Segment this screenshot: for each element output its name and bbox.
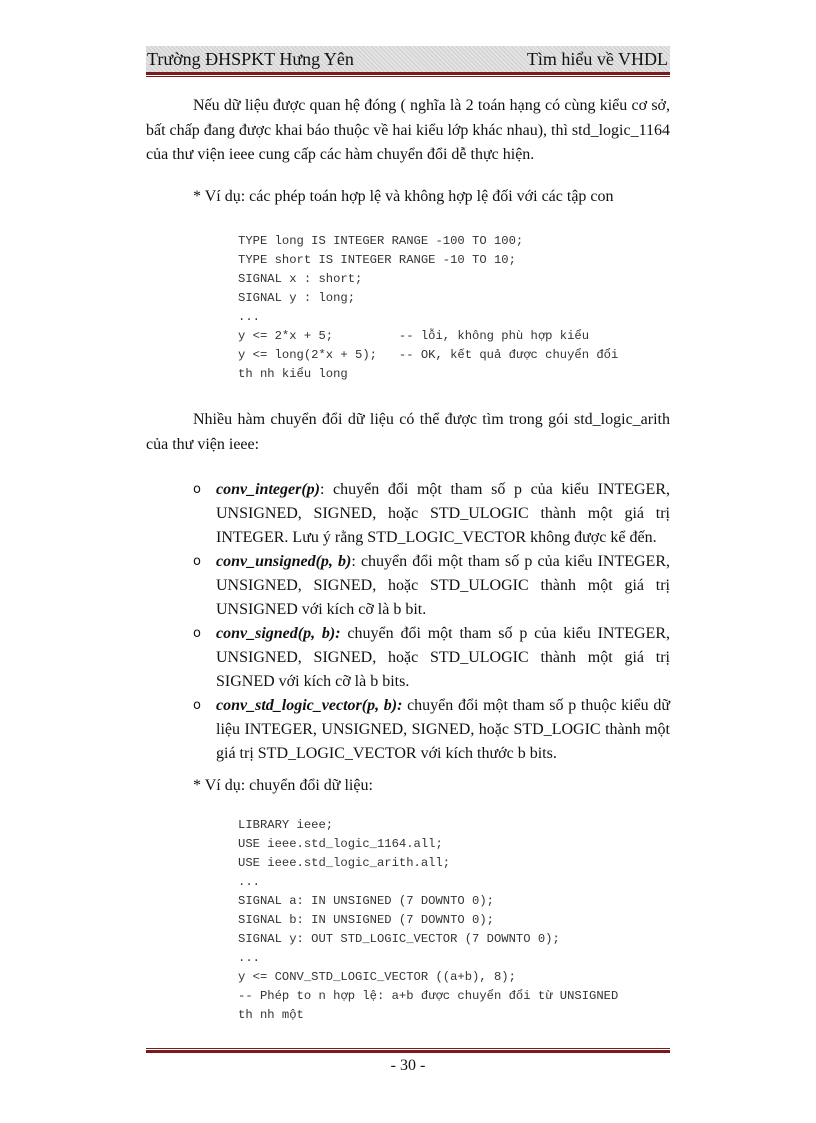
page-header (146, 46, 670, 72)
function-name: conv_unsigned(p, b) (216, 553, 352, 570)
code-line: ... (238, 310, 260, 324)
function-name: conv_signed(p, b): (216, 625, 341, 642)
code-block-conversion (238, 816, 678, 1025)
bullet-marker: o (193, 554, 201, 569)
intro-paragraph: Nếu dữ liệu được quan hệ đóng ( nghĩa là 2 toán hạng có cùng kiểu cơ sở, bất chấp đang được khai báo thuộc về hai kiểu lớp khác nhau), thì std_logic_1164 của thư viện ieee cung cấp các hàm chuyển đổi dễ thực hiện. (146, 97, 670, 163)
page-number: - 30 - (390, 1057, 426, 1074)
list-item-conv-std-logic-vector (146, 694, 670, 766)
function-description: chuyển đổi một tham số p của kiểu INTEGER, UNSIGNED, SIGNED, hoặc STD_ULOGIC thành một giá trị SIGNED với kích cỡ là b bits. (216, 625, 670, 690)
header-document-title: Tìm hiểu về VHDL (526, 49, 668, 69)
example2-label: * Ví dụ: chuyển đổi dữ liệu: (193, 777, 373, 794)
code-line: SIGNAL y : long; (238, 291, 356, 305)
code-line: SIGNAL b: IN UNSIGNED (7 DOWNTO 0); (238, 913, 494, 927)
list-item-conv-signed (146, 622, 670, 694)
function-description: : chuyển đổi một tham số p của kiểu INTEGER, UNSIGNED, SIGNED, hoặc STD_ULOGIC thành một giá trị INTEGER. Lưu ý rằng STD_LOGIC_VECTOR không được kể đến. (216, 481, 670, 546)
conversion-functions-intro: Nhiều hàm chuyển đổi dữ liệu có thể được tìm trong gói std_logic_arith của thư viện ieee: (146, 411, 670, 453)
code-line: TYPE long IS INTEGER RANGE -100 TO 100; (238, 234, 524, 248)
code-line: y <= CONV_STD_LOGIC_VECTOR ((a+b), 8); (238, 970, 516, 984)
code-line: USE ieee.std_logic_1164.all; (238, 837, 443, 851)
code-line: ... (238, 875, 260, 889)
conversion-function-list (146, 478, 670, 766)
code-line: USE ieee.std_logic_arith.all; (238, 856, 451, 870)
code-line: SIGNAL a: IN UNSIGNED (7 DOWNTO 0); (238, 894, 494, 908)
code-block-subtypes (238, 232, 678, 384)
footer-rule (146, 1050, 670, 1053)
list-item-conv-integer (146, 478, 670, 550)
function-name: conv_integer(p) (216, 481, 320, 498)
list-item-conv-unsigned (146, 550, 670, 622)
header-school-name: Trường ĐHSPKT Hưng Yên (147, 49, 354, 69)
code-line: SIGNAL x : short; (238, 272, 363, 286)
footer-rule-thin (146, 1048, 670, 1049)
example1-label: * Ví dụ: các phép toán hợp lệ và không hợp lệ đối với các tập con (193, 188, 614, 205)
code-line: LIBRARY ieee; (238, 818, 334, 832)
code-line: y <= 2*x + 5; -- lỗi, không phù hợp kiểu (238, 329, 590, 343)
code-line: th nh kiểu long (238, 367, 348, 381)
code-line: ... (238, 951, 260, 965)
function-description: : chuyển đổi một tham số p của kiểu INTEGER, UNSIGNED, SIGNED, hoặc STD_ULOGIC thành một giá trị UNSIGNED với kích cỡ là b bit. (216, 553, 670, 618)
function-description: chuyển đổi một tham số p thuộc kiểu dữ liệu INTEGER, UNSIGNED, SIGNED, hoặc STD_LOGIC thành một giá trị STD_LOGIC_VECTOR với kích thước b bits. (216, 697, 670, 762)
bullet-marker: o (193, 482, 201, 497)
code-line: y <= long(2*x + 5); -- OK, kết quả được chuyển đổi (238, 348, 619, 362)
header-rule-thin (146, 76, 670, 77)
code-line: -- Phép to n hợp lệ: a+b được chuyển đổi từ UNSIGNED (238, 989, 619, 1003)
function-name: conv_std_logic_vector(p, b): (216, 697, 403, 714)
bullet-marker: o (193, 626, 201, 641)
header-rule (146, 72, 670, 75)
code-line: SIGNAL y: OUT STD_LOGIC_VECTOR (7 DOWNTO 0); (238, 932, 560, 946)
code-line: th nh một (238, 1008, 304, 1022)
code-line: TYPE short IS INTEGER RANGE -10 TO 10; (238, 253, 516, 267)
bullet-marker: o (193, 698, 201, 713)
